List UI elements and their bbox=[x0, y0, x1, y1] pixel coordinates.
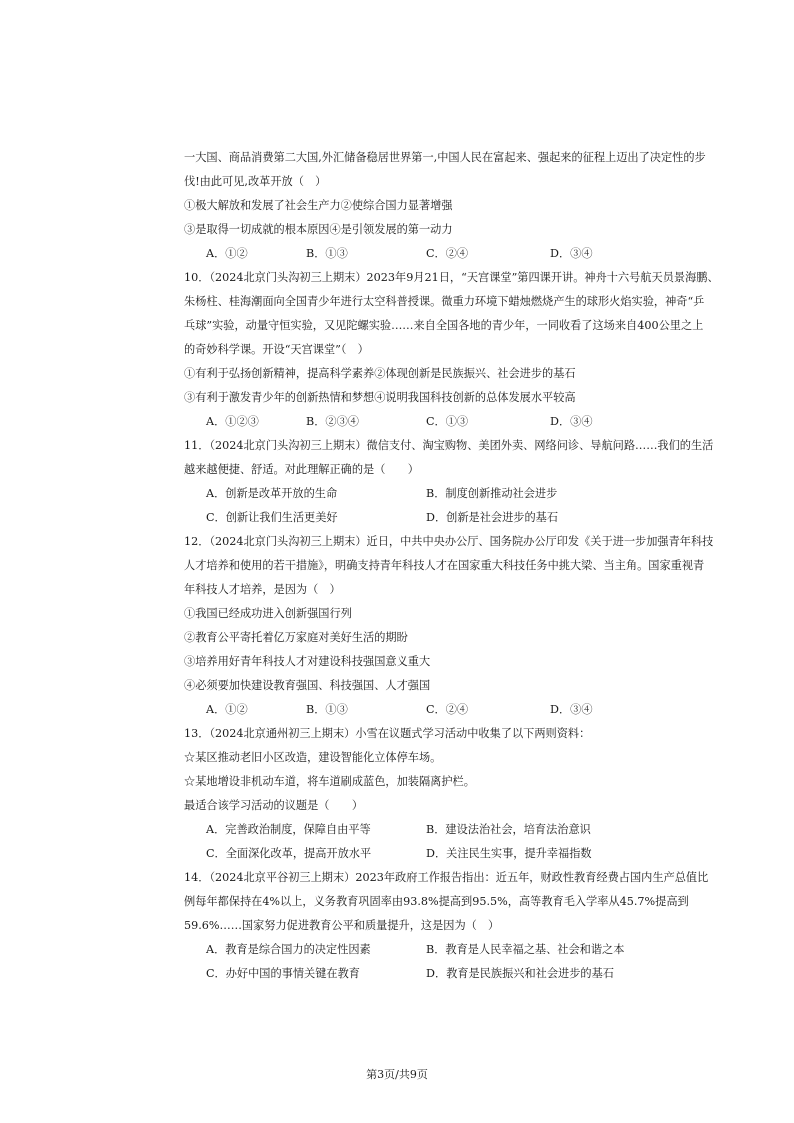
question-9 bbox=[184, 146, 706, 266]
option-d: D．③④ bbox=[550, 247, 593, 260]
option-c: C．②④ bbox=[426, 703, 469, 716]
question-stem-line: 年科技人才培养，是因为（ ） bbox=[184, 583, 341, 596]
question-stem-line: 一大国、商品消费第二大国,外汇储备稳居世界第一,中国人民在富起来、强起来的征程上迈出了决定性的步 bbox=[184, 151, 706, 164]
option-d: D．关注民生实事，提升幸福指数 bbox=[426, 847, 592, 860]
option-c: C．办好中国的事情关键在教育 bbox=[206, 967, 360, 980]
question-stem-line: 13．（2024北京通州初三上期末）小雪在议题式学习活动中收集了以下两则资料： bbox=[184, 727, 591, 740]
question-stem-line: 乓球”实验，动量守恒实验，又见陀螺实验……来自全国各地的青少年，一同收看了这场来自400公里之上 bbox=[184, 319, 704, 332]
statement-line: ③是取得一切成就的根本原因④是引领发展的第一动力 bbox=[184, 223, 453, 236]
statement-line: ①极大解放和发展了社会生产力②使综合国力显著增强 bbox=[184, 199, 453, 212]
question-stem-line: 59.6%……国家努力促进教育公平和质量提升，这是因为（ ） bbox=[184, 919, 500, 932]
question-list bbox=[184, 146, 719, 986]
option-a: A．①② bbox=[206, 703, 248, 716]
option-a: A．教育是综合国力的决定性因素 bbox=[206, 943, 371, 956]
option-c: C．①③ bbox=[426, 415, 469, 428]
question-11 bbox=[184, 434, 714, 530]
option-c: C．创新让我们生活更美好 bbox=[206, 511, 338, 524]
option-b: B．①③ bbox=[306, 247, 348, 260]
question-stem-line: 11．（2024北京门头沟初三上期末）微信支付、淘宝购物、美团外卖、网络问诊、导航问路……我们的生活 bbox=[184, 439, 714, 452]
question-stem-line: 例每年都保持在4%以上，义务教育巩固率由93.8%提高到95.5%，高等教育毛入学率从45.7%提高到 bbox=[184, 895, 689, 908]
option-a: A．创新是改革开放的生命 bbox=[206, 487, 338, 500]
option-b: B．制度创新推动社会进步 bbox=[426, 487, 558, 500]
statement-line: ②教育公平寄托着亿万家庭对美好生活的期盼 bbox=[184, 631, 408, 644]
option-a: A．完善政治制度，保障自由平等 bbox=[206, 823, 371, 836]
question-stem-line: 12．（2024北京门头沟初三上期末）近日，中共中央办公厅、国务院办公厅印发《关于进一步加强青年科技 bbox=[184, 535, 714, 548]
option-a: A．①②③ bbox=[206, 415, 259, 428]
answer-options-row-1 bbox=[184, 818, 614, 842]
question-14 bbox=[184, 866, 709, 986]
option-b: B．建设法治社会，培育法治意识 bbox=[426, 823, 591, 836]
question-stem-line: 伐!由此可见,改革开放（ ） bbox=[184, 175, 327, 188]
question-stem-line: 14．（2024北京平谷初三上期末）2023年政府工作报告指出：近五年，财政性教育经费占国内生产总值比 bbox=[184, 871, 709, 884]
statement-line: ①我国已经成功进入创新强国行列 bbox=[184, 607, 352, 620]
option-b: B．教育是人民幸福之基、社会和谐之本 bbox=[426, 943, 625, 956]
answer-options-row-1 bbox=[184, 938, 625, 962]
question-stem-line: 越来越便捷、舒适。对此理解正确的是（ ） bbox=[184, 463, 419, 476]
question-10 bbox=[184, 266, 719, 434]
material-line: ☆某区推动老旧小区改造，建设智能化立体停车场。 bbox=[184, 751, 442, 764]
option-c: C．全面深化改革，提高开放水平 bbox=[206, 847, 372, 860]
statement-line: ④必须要加快建设教育强国、科技强国、人才强国 bbox=[184, 679, 431, 692]
answer-options bbox=[184, 242, 614, 266]
question-stem-line: 的奇妙科学课。开设“天宫课堂”（ ） bbox=[184, 343, 369, 356]
option-d: D．教育是民族振兴和社会进步的基石 bbox=[426, 967, 614, 980]
answer-options-row-2 bbox=[184, 506, 614, 530]
answer-options-row-1 bbox=[184, 482, 614, 506]
answer-options bbox=[184, 410, 614, 434]
option-d: D．③④ bbox=[550, 415, 593, 428]
answer-options-row-2 bbox=[184, 962, 614, 986]
statement-line: ①有利于弘扬创新精神，提高科学素养②体现创新是民族振兴、社会进步的基石 bbox=[184, 367, 576, 380]
question-13 bbox=[184, 722, 614, 866]
statement-line: ③有利于激发青少年的创新热情和梦想④说明我国科技创新的总体发展水平较高 bbox=[184, 391, 576, 404]
option-a: A．①② bbox=[206, 247, 248, 260]
material-line: ☆某地增设非机动车道，将车道刷成蓝色，加装隔离护栏。 bbox=[184, 775, 475, 788]
answer-options bbox=[184, 698, 614, 722]
option-b: B．②③④ bbox=[306, 415, 359, 428]
question-stem-line: 最适合该学习活动的议题是（ ） bbox=[184, 799, 364, 812]
option-d: D．创新是社会进步的基石 bbox=[426, 511, 559, 524]
answer-options-row-2 bbox=[184, 842, 614, 866]
page-number: 第3页/共9页 bbox=[366, 1068, 428, 1081]
statement-line: ③培养用好青年科技人才对建设科技强国意义重大 bbox=[184, 655, 431, 668]
option-d: D．③④ bbox=[550, 703, 593, 716]
question-12 bbox=[184, 530, 714, 722]
question-stem-line: 10．（2024北京门头沟初三上期末）2023年9月21日，“天宫课堂”第四课开讲。神舟十六号航天员景海鹏、 bbox=[184, 271, 719, 284]
question-stem-line: 朱杨柱、桂海潮面向全国青少年进行太空科普授课。微重力环境下蜡烛燃烧产生的球形火焰实验，神奇“乒 bbox=[184, 295, 705, 308]
question-stem-line: 人才培养和使用的若干措施》，明确支持青年科技人才在国家重大科技任务中挑大梁、当主角。国家重视青 bbox=[184, 559, 705, 572]
option-c: C．②④ bbox=[426, 247, 469, 260]
option-b: B．①③ bbox=[306, 703, 348, 716]
